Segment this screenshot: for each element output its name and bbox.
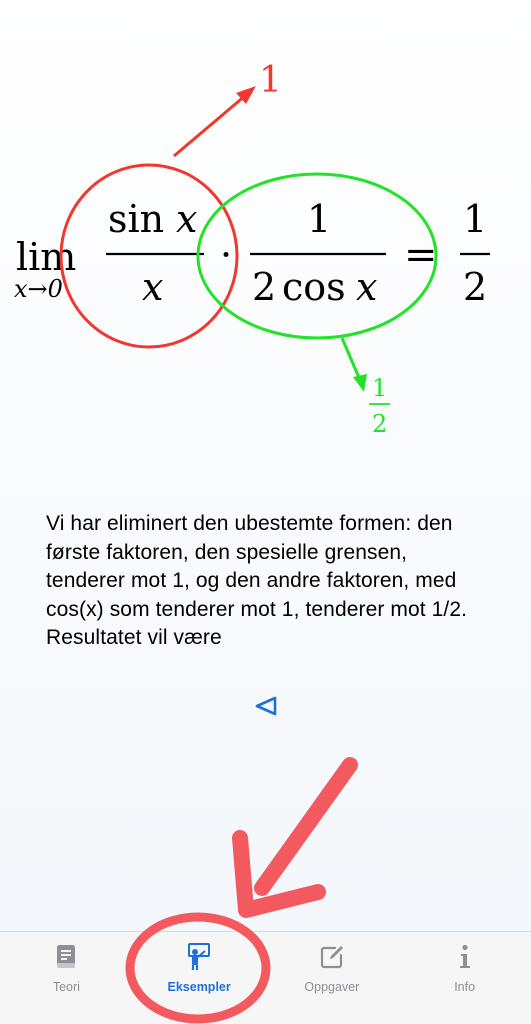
info-icon (451, 943, 479, 971)
green-arrow-head (353, 374, 367, 392)
fraction2-denominator-fn: cos (282, 265, 346, 309)
edit-square-icon (318, 943, 346, 971)
tab-eksempler[interactable] (133, 932, 266, 1024)
red-highlight-ellipse (61, 165, 237, 347)
annotation-arrow-shaft (262, 765, 350, 888)
green-label-numerator: 1 (372, 374, 388, 402)
fraction1-numerator-fn: sin (108, 197, 165, 241)
previous-step-button[interactable] (250, 690, 282, 722)
result-numerator: 1 (463, 197, 488, 241)
tab-oppgaver[interactable] (266, 932, 399, 1024)
explanation-text: Vi har eliminert den ubestemte formen: den første faktoren, den spesielle grensen, tenderer mot 1, og den andre faktoren, med cos(x) som tenderer mot 1, tenderer mot 1/2. Resultatet vil være (46, 512, 468, 649)
tab-teori[interactable] (0, 932, 133, 1024)
fraction2-numerator: 1 (307, 197, 332, 241)
red-label: 1 (259, 60, 282, 101)
tab-label: Eksempler (167, 980, 231, 994)
tab-label: Oppgaver (304, 980, 360, 994)
formula-illustration (0, 0, 531, 480)
fraction1-numerator-var: x (176, 197, 198, 241)
result-denominator: 2 (463, 265, 488, 309)
tab-label: Teori (52, 980, 80, 994)
red-arrow-line (174, 95, 246, 156)
multiply-dot: · (220, 233, 233, 277)
fraction2-denominator-coef: 2 (252, 265, 277, 309)
equals-sign: = (404, 232, 438, 278)
presenter-board-icon (185, 943, 213, 971)
book-icon (52, 943, 80, 971)
green-arrow-line (342, 338, 360, 380)
triangle-left-icon (254, 695, 278, 717)
lim-word: lim (16, 235, 77, 279)
annotation-arrow-head (240, 838, 318, 910)
fraction2-denominator-var: x (356, 265, 378, 309)
fraction1-denominator-var: x (142, 265, 164, 309)
tab-bar (0, 931, 531, 1024)
lim-subscript: x→0 (14, 275, 63, 303)
tab-info[interactable] (398, 932, 531, 1024)
green-label-denominator: 2 (372, 410, 388, 438)
tab-label: Info (454, 980, 476, 994)
